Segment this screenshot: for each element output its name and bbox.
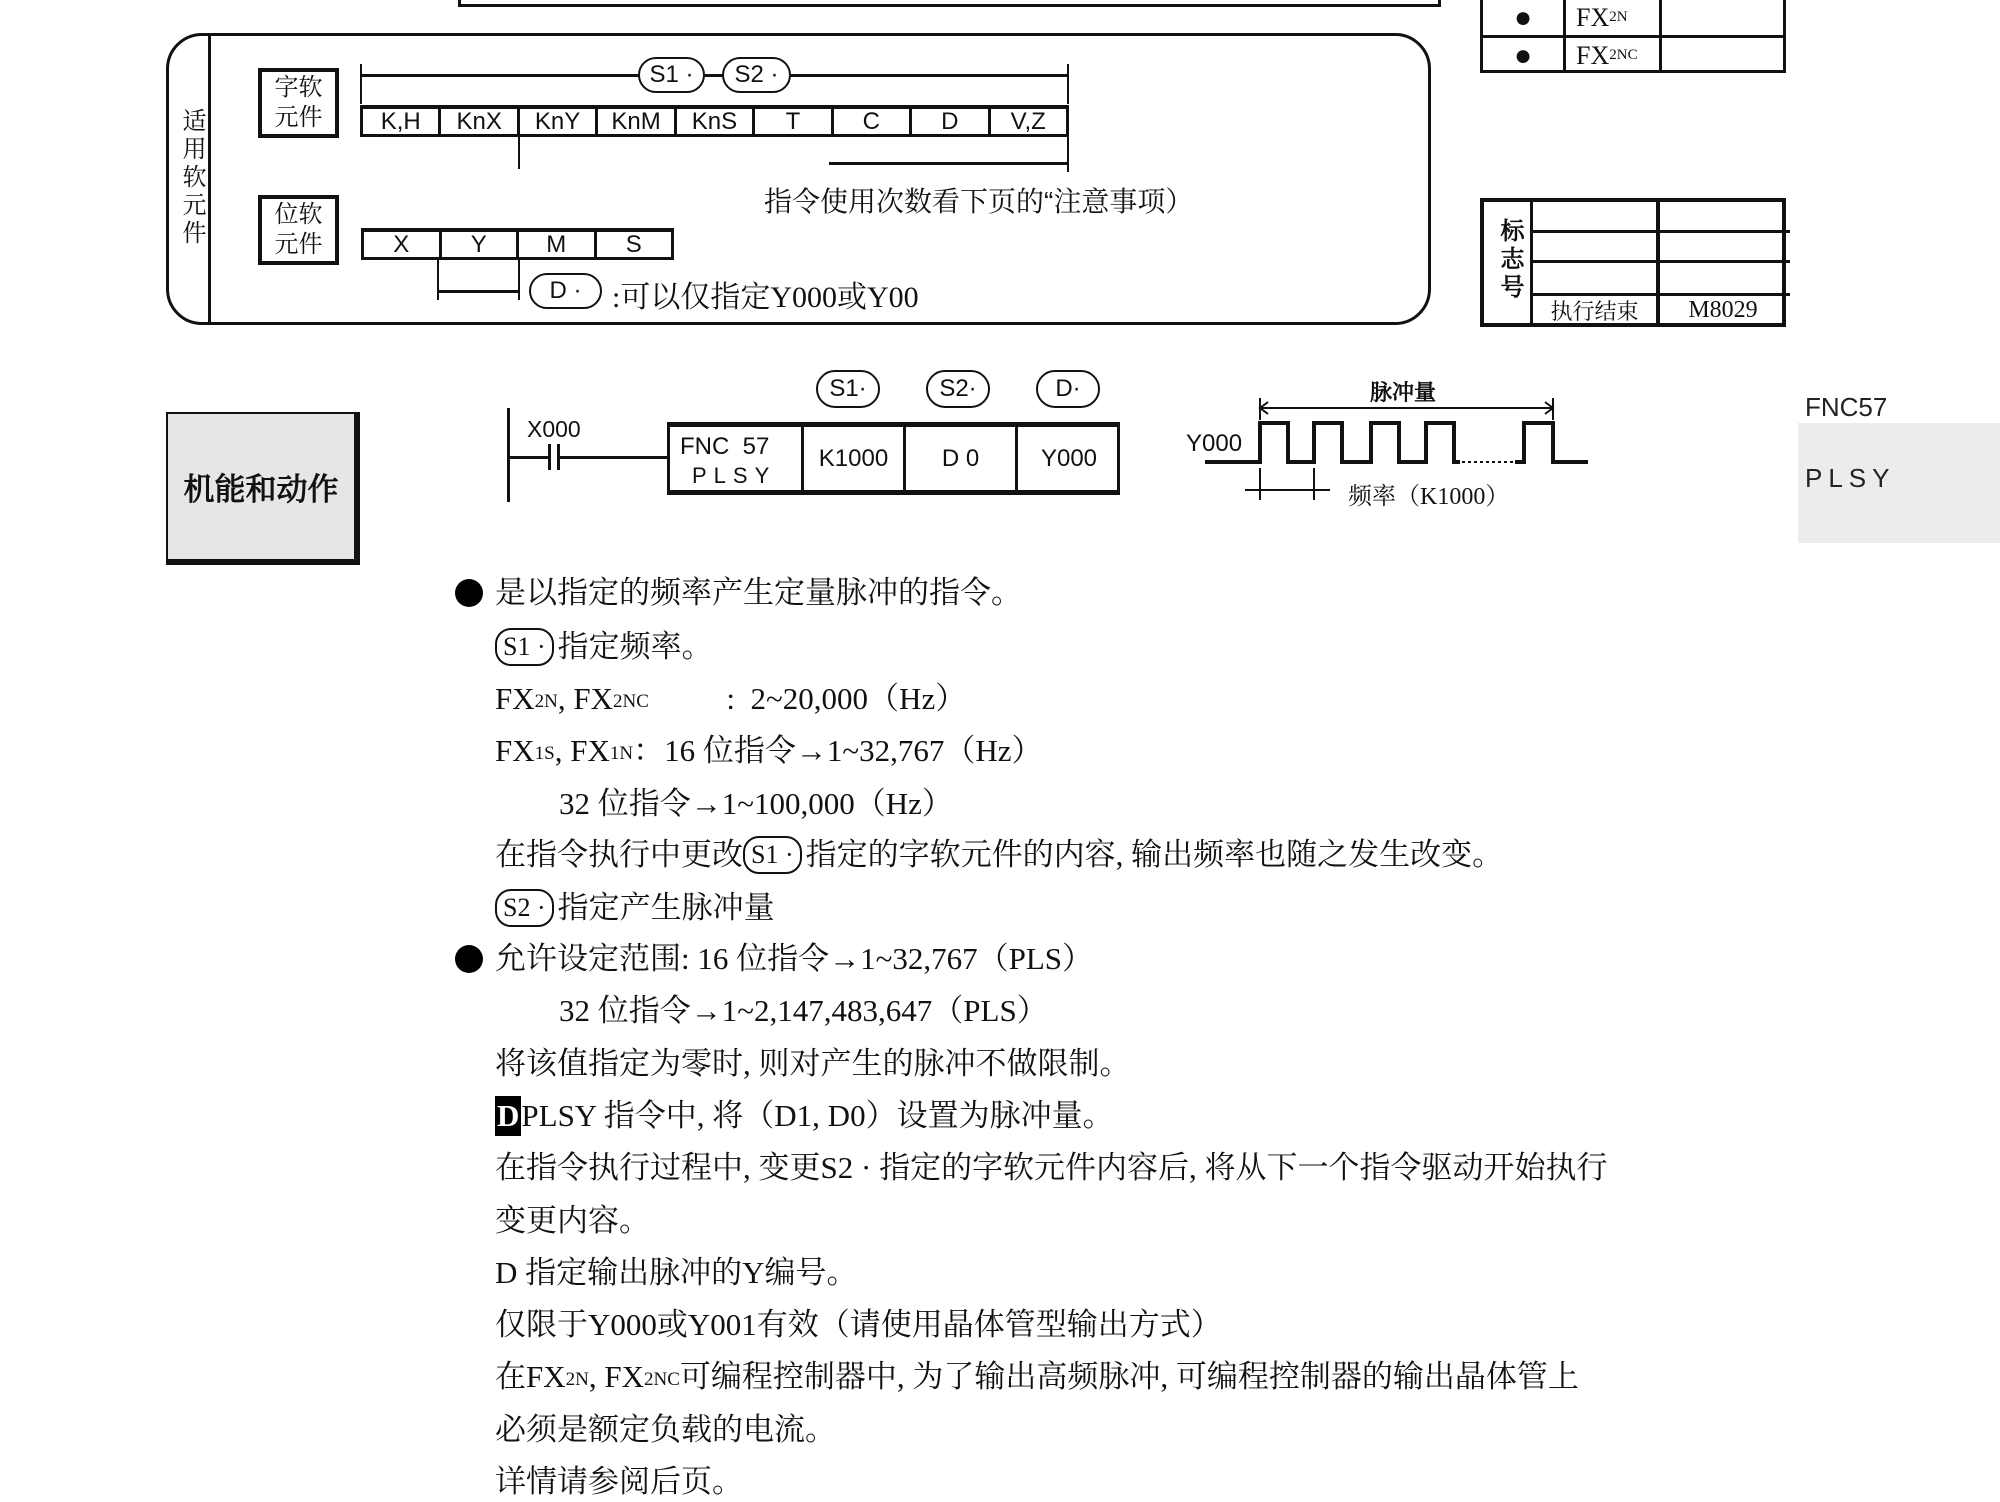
ladder-rail — [507, 408, 510, 502]
range-tick — [437, 260, 439, 300]
body-line — [495, 1410, 836, 1450]
word-device-cell: KnM — [598, 109, 676, 134]
body-text: , FX — [557, 681, 614, 716]
body-text: 32 位指令→1~2,147,483,647（PLS） — [559, 993, 1048, 1028]
body-text: 2N — [534, 691, 558, 712]
applicable-devices-label: 适用软元件 — [178, 108, 205, 248]
body-line — [495, 1357, 1579, 1397]
body-text: 将该值指定为零时, 则对产生的脉冲不做限制。 — [495, 1046, 1131, 1081]
operand-range-line — [360, 74, 1069, 77]
s1-tag: S1· — [816, 370, 880, 408]
body-line — [495, 939, 1093, 979]
flag-name: 执行结束 — [1550, 299, 1639, 324]
operand-tag: S1 · — [743, 836, 802, 874]
range-tick — [360, 64, 362, 104]
model-name — [1566, 0, 1659, 35]
word-device-cell: KnX — [441, 109, 519, 134]
body-text: 1N — [609, 743, 634, 764]
bit-device-cell: M — [519, 232, 597, 257]
model-text: FX — [1576, 2, 1610, 32]
s2-tag: S2· — [926, 370, 990, 408]
pulse-amount-label: 脉冲量 — [1370, 380, 1437, 405]
s1-operand-tag: S1 · — [638, 57, 705, 93]
body-text: 仅限于Y000或Y001有效（请使用晶体管型输出方式） — [495, 1307, 1222, 1342]
section-title — [166, 412, 360, 565]
operand-s1: K1000 — [818, 444, 889, 472]
body-text: 必须是额定负载的电流。 — [495, 1412, 836, 1447]
body-text: 在指令执行中更改 — [495, 837, 743, 872]
body-text: 指定产生脉冲量 — [557, 890, 775, 925]
mnemonic: PLSY — [692, 463, 777, 488]
d-tag: D· — [1036, 370, 1100, 408]
flags-table — [1480, 198, 1786, 327]
body-text: FX — [495, 733, 535, 768]
ladder-wire — [509, 456, 667, 459]
word-device-cell: KnS — [677, 109, 755, 134]
body-line — [495, 573, 1022, 613]
body-text: 允许设定范围: 16 位指令→1~32,767（PLS） — [495, 941, 1094, 976]
body-line — [495, 627, 713, 667]
flag-value: M8029 — [1688, 297, 1758, 323]
body-text: 2NC — [644, 1369, 680, 1390]
word-device-cell: D — [912, 109, 990, 134]
bit-device-table — [361, 228, 674, 260]
body-text: 指定频率。 — [557, 629, 713, 664]
body-line — [495, 1096, 1114, 1136]
d-note: :可以仅指定Y000或Y00 — [612, 281, 919, 314]
word-device-cell: T — [755, 109, 833, 134]
range-tick — [1067, 137, 1069, 172]
body-text: 在指令执行过程中, 变更S2 · 指定的字软元件内容后, 将从下一个指令驱动开始执行 — [495, 1150, 1608, 1185]
d-operand-tag: D · — [529, 273, 602, 309]
model-sub: 2NC — [1609, 47, 1638, 63]
section-title-text: 机能和动作 — [183, 472, 339, 507]
body-text: 2NC — [613, 691, 649, 712]
flags-label: 标志号 — [1496, 218, 1523, 302]
bit-device-label-text: 位软元件 — [274, 201, 323, 258]
model-mark: ● — [1513, 38, 1533, 72]
body-line — [495, 1305, 1222, 1345]
body-line — [495, 1201, 650, 1241]
side-tab-code: FNC57 — [1805, 392, 1888, 422]
operand-s2: D 0 — [941, 444, 980, 472]
body-line — [559, 991, 1048, 1031]
body-text: 详情请参阅后页。 — [495, 1464, 743, 1499]
body-text: FX — [495, 681, 535, 716]
usage-note: 指令使用次数看下页的“注意事项） — [764, 186, 1194, 217]
body-text: 1S — [534, 743, 555, 764]
word-device-label-text: 字软元件 — [274, 74, 323, 131]
word-device-cell: C — [834, 109, 912, 134]
word-device-label — [258, 68, 339, 138]
operand-d: Y000 — [1040, 444, 1098, 472]
body-line — [495, 888, 775, 928]
body-text: D 指定输出脉冲的Y编号。 — [495, 1255, 858, 1290]
range-tick — [518, 260, 520, 300]
body-text: 在FX — [495, 1359, 566, 1394]
word-device-cell: KnY — [520, 109, 598, 134]
previous-box-edge — [458, 0, 1441, 7]
body-text: 可编程控制器中, 为了输出高频脉冲, 可编程控制器的输出晶体管上 — [679, 1359, 1579, 1394]
s2-operand-tag: S2 · — [722, 57, 791, 93]
word-device-table — [360, 105, 1069, 137]
operand-tag: S2 · — [495, 889, 554, 927]
instruction-box — [667, 422, 1120, 495]
range-tick — [518, 137, 520, 169]
model-text: FX — [1576, 40, 1610, 70]
d-range-arrow — [437, 290, 519, 293]
pulse-output-label: Y000 — [1186, 430, 1243, 457]
bullet-icon — [455, 945, 483, 973]
bit-device-cell: Y — [442, 232, 520, 257]
model-name — [1566, 38, 1659, 73]
bullet-icon — [455, 579, 483, 607]
side-tab-name: PLSY — [1805, 463, 1896, 493]
body-line — [559, 784, 953, 824]
body-line — [495, 1253, 858, 1293]
d-prefix-badge: D — [495, 1096, 521, 1136]
bit-device-cell: X — [364, 232, 442, 257]
model-sub: 2N — [1609, 9, 1628, 25]
body-text: , FX — [588, 1359, 645, 1394]
model-table — [1480, 0, 1786, 73]
no-contact-icon — [548, 444, 560, 470]
usage-arrow — [829, 162, 1069, 165]
side-tab[interactable] — [1798, 423, 2000, 543]
model-mark: ● — [1513, 0, 1533, 34]
body-line — [495, 1462, 743, 1502]
bit-device-cell: S — [625, 230, 642, 258]
body-line — [495, 1044, 1131, 1084]
body-line — [495, 1148, 1608, 1188]
body-text: 2N — [565, 1369, 589, 1390]
body-text: 变更内容。 — [495, 1203, 650, 1238]
operand-tag: S1 · — [495, 628, 554, 666]
body-text: : 2~20,000（Hz） — [648, 681, 967, 716]
body-line — [495, 679, 966, 719]
range-tick — [1067, 64, 1069, 104]
body-line — [495, 731, 1043, 771]
body-text: 32 位指令→1~100,000（Hz） — [559, 786, 953, 821]
word-device-cell: K,H — [363, 109, 441, 134]
body-line — [495, 835, 1503, 875]
body-text: ：16 位指令→1~32,767（Hz） — [633, 733, 1043, 768]
body-text: 是以指定的频率产生定量脉冲的指令。 — [495, 575, 1022, 610]
body-text: PLSY 指令中, 将（D1, D0）设置为脉冲量。 — [521, 1098, 1114, 1133]
contact-label: X000 — [527, 416, 581, 442]
word-device-cell: V,Z — [1010, 107, 1046, 135]
fnc-number: FNC 57 — [680, 433, 770, 460]
body-text: 指定的字软元件的内容, 输出频率也随之发生改变。 — [805, 837, 1504, 872]
bit-device-label — [258, 195, 339, 265]
body-text: , FX — [554, 733, 610, 768]
pulse-frequency-label: 频率（K1000） — [1348, 484, 1510, 510]
